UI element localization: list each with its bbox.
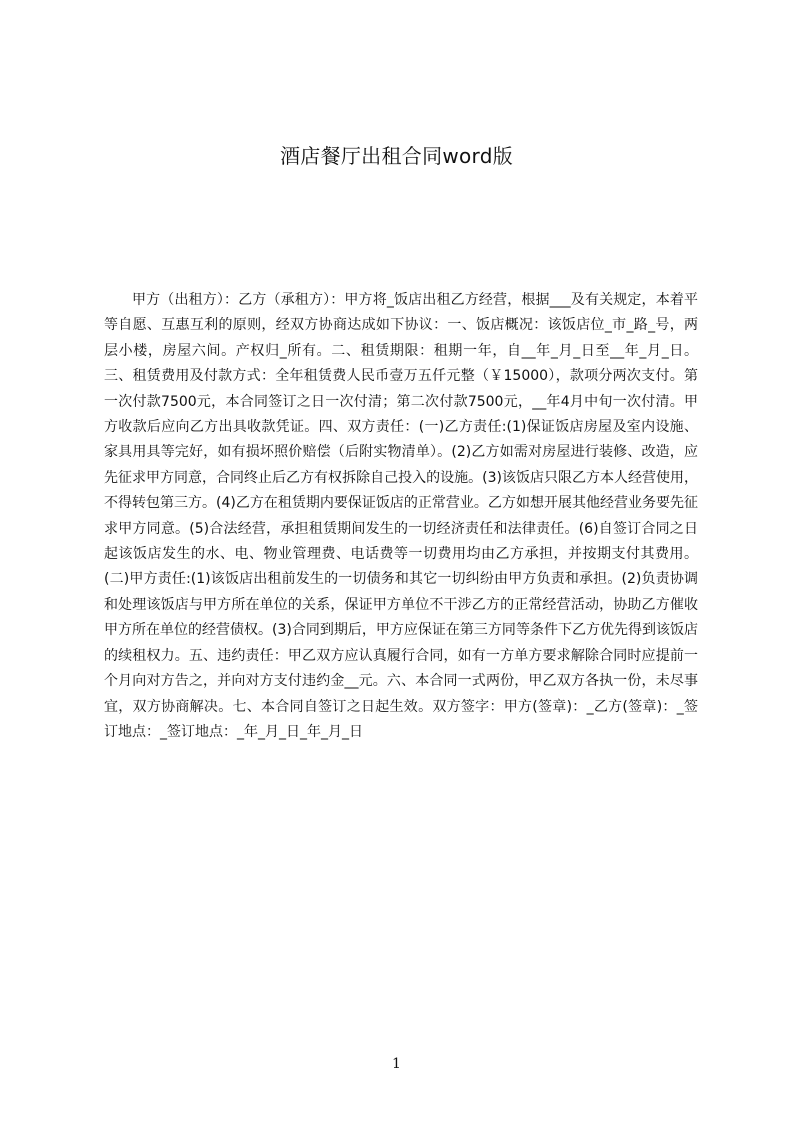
- page-number: 1: [392, 1056, 401, 1072]
- document-title: 酒店餐厅出租合同word版: [279, 144, 514, 168]
- contract-paragraph: 甲方（出租方）：乙方（承租方）：甲方将_饭店出租乙方经营，根据___及有关规定，本着平等自愿、互惠互利的原则，经双方协商达成如下协议：一、饭店概况：该饭店位_市_路_号，两层小楼，房屋六间。产权归_所有。二、租赁期限：租期一年，自__年_月_日至__年_月_日。三、租赁费用及付款方式：全年租赁费人民币壹万五仟元整（￥15000），款项分两次支付。第一次付款7500元，本合同签订之日一次付清；第二次付款7500元，__年4月中旬一次付清。甲方收款后应向乙方出具收款凭证。四、双方责任：(一)乙方责任:(1)保证饭店房屋及室内设施、家具用具等完好，如有损坏照价赔偿（后附实物清单）。(2)乙方如需对房屋进行装修、改造，应先征求甲方同意，合同终止后乙方有权拆除自己投入的设施。(3)该饭店只限乙方本人经营使用，不得转包第三方。(4)乙方在租赁期内要保证饭店的正常营业。乙方如想开展其他经营业务要先征求甲方同意。(5)合法经营，承担租赁期间发生的一切经济责任和法律责任。(6)自签订合同之日起该饭店发生的水、电、物业管理费、电话费等一切费用均由乙方承担，并按期支付其费用。(二)甲方责任:(1)该饭店出租前发生的一切债务和其它一切纠纷由甲方负责和承担。(2)负责协调和处理该饭店与甲方所在单位的关系，保证甲方单位不干涉乙方的正常经营活动，协助乙方催收甲方所在单位的经营债权。(3)合同到期后，甲方应保证在第三方同等条件下乙方优先得到该饭店的续租权力。五、违约责任：甲乙双方应认真履行合同，如有一方单方要求解除合同时应提前一个月向对方告之，并向对方支付违约金__元。六、本合同一式两份，甲乙双方各执一份，未尽事宜，双方协商解决。七、本合同自签订之日起生效。双方签字：甲方(签章)：_乙方(签章)：_签订地点：_签订地点：_年_月_日_年_月_日: [104, 292, 698, 740]
- contract-body: [104, 288, 698, 745]
